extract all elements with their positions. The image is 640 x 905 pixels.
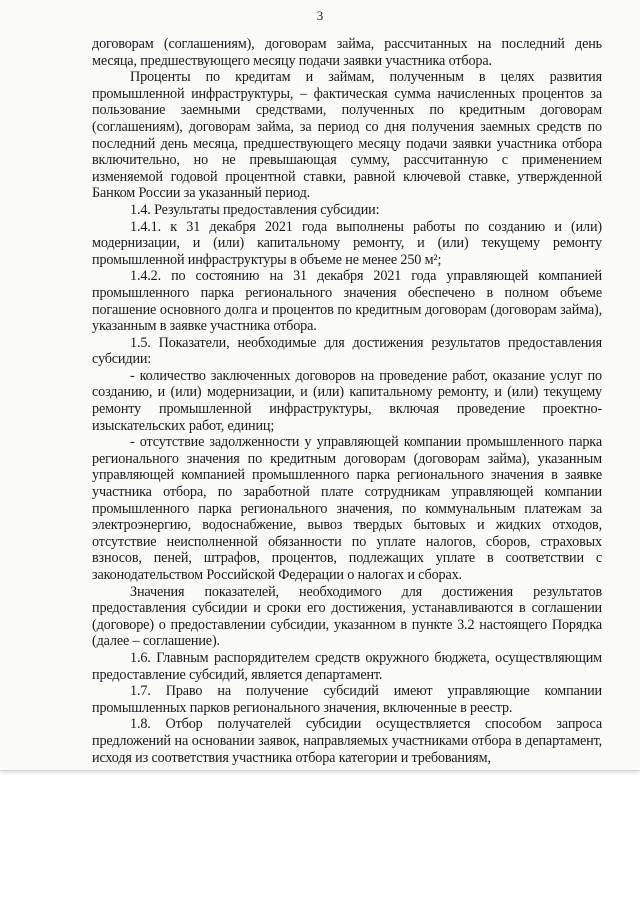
paragraph-1-6: 1.6. Главным распорядителем средств окружного бюджета, осуществляющим предоставление субсидий, является департамент. (92, 649, 602, 683)
paragraph-1-4-2: 1.4.2. по состоянию на 31 декабря 2021 года управляющей компанией промышленного парка регионального значения обеспечено в полном объеме погашение основного долга и процентов по кредитным договорам (договорам займа), указанным в заявке участника отбора. (92, 268, 602, 335)
paragraph-interest-definition: Проценты по кредитам и займам, полученным в целях развития промышленной инфраструктуры, – фактическая сумма начисленных процентов за пользование заемными средствами, полученных по кредитным договорам (соглашениям), договорам займа, за период со дня получения заемных средств по последний день месяца, предшествующего месяцу подачи заявки участника отбора включительно, но не превышающая сумму, рассчитанную с применением изменяемой годовой процентной ставки, равной ключевой ставке, утвержденной Банком России за указанный период. (92, 69, 602, 202)
paragraph-indicator-values: Значения показателей, необходимого для достижения результатов предоставления субсидии и сроки его достижения, устанавливаются в соглашении (договоре) о предоставлении субсидии, указанном в пункте 3.2 настоящего Порядка (далее – соглашение). (92, 583, 602, 650)
paragraph-1-8: 1.8. Отбор получателей субсидии осуществляется способом запроса предложений на основании заявок, направляемых участниками отбора в департамент, исходя из соответствия участника отбора категории и требованиям, (92, 716, 602, 766)
paragraph-1-4-1: 1.4.1. к 31 декабря 2021 года выполнены работы по созданию и (или) модернизации, и (или) капитальному ремонту, и (или) текущему ремонту промышленной инфраструктуры в объеме не менее 250 м²; (92, 218, 602, 268)
page-number: 3 (316, 8, 324, 23)
paragraph-1-5: 1.5. Показатели, необходимые для достижения результатов предоставления субсидии: (92, 334, 602, 368)
paragraph-continuation: договорам (соглашениям), договорам займа, рассчитанных на последний день месяца, предшествующего месяцу подачи заявки участника отбора. (92, 36, 602, 69)
paragraph-1-7: 1.7. Право на получение субсидий имеют управляющие компании промышленных парков регионального значения, включенные в реестр. (92, 683, 602, 716)
paragraph-indicator-debt: - отсутствие задолженности у управляющей компании промышленного парка регионального значения по кредитным договорам (договорам займа), указанным управляющей компанией промышленного парка регионального значения в заявке участника отбора, по заработной плате сотрудникам управляющей компании промышленного парка регионального значения, по коммунальным платежам за электроэнергию, водоснабжение, вывоз твердых бытовых и жидких отходов, отсутствие неисполненной обязанности по уплате налогов, сборов, страховых взносов, пеней, штрафов, процентов, подлежащих уплате в соответствии с законодательством Российской Федерации о налогах и сборах. (92, 434, 602, 583)
document-body (92, 36, 602, 766)
paragraph-1-4: 1.4. Результаты предоставления субсидии: (130, 201, 380, 218)
paragraph-indicator-contracts: - количество заключенных договоров на проведение работ, оказание услуг по созданию, и (или) модернизации, и (или) капитальному ремонту, и (или) текущему ремонту промышленной инфраструктуры, включая проведение проектно-изыскательских работ, единиц; (92, 367, 602, 434)
